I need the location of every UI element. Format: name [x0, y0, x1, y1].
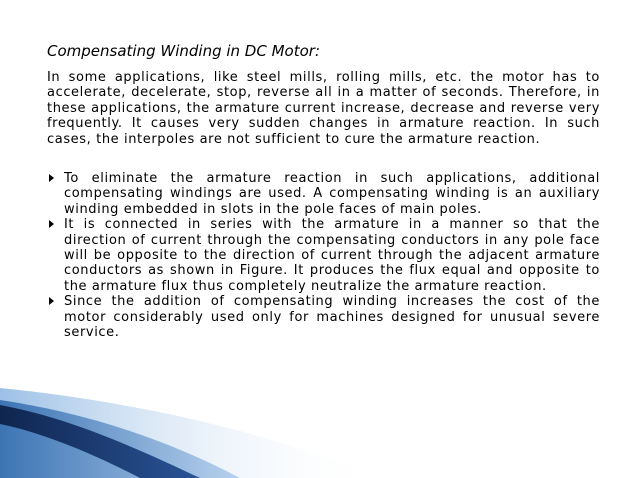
bullet-text: To eliminate the armature reaction in such applications, additional compensating windings are used. A compensating winding is an auxiliary winding embedded in slots in the pole faces of main poles. — [64, 171, 600, 217]
bullet-item — [47, 294, 600, 340]
intro-paragraph: In some applications, like steel mills, rolling mills, etc. the motor has to accelerate, decelerate, stop, reverse all in a matter of seconds. Therefore, in these applications, the armature current increase, decrease and reverse very frequently. It causes very sudden changes in armature reaction. In such cases, the interpoles are not sufficient to cure the armature reaction. — [47, 70, 600, 147]
bullet-text: Since the addition of compensating winding increases the cost of the motor considerably used only for machines designed for unusual severe service. — [64, 294, 600, 341]
bullet-list — [47, 171, 600, 340]
triangle-right-icon — [49, 174, 54, 182]
triangle-right-icon — [49, 220, 54, 228]
swoosh-dark-band — [0, 405, 200, 478]
bullet-item — [47, 217, 600, 294]
slide-title: Compensating Winding in DC Motor: — [47, 42, 320, 60]
triangle-right-icon — [49, 297, 54, 305]
bullet-text: It is connected in series with the armature in a manner so that the direction of current through the compensating conductors in any pole face will be opposite to the direction of current through the adjacent armature conductors as shown in Figure. It produces the flux equal and opposite to the armature flux thus completely neutralize the armature reaction. — [64, 217, 600, 294]
swoosh-light-band — [0, 388, 380, 478]
bullet-item — [47, 171, 600, 217]
swoosh-mid-band — [0, 400, 240, 478]
